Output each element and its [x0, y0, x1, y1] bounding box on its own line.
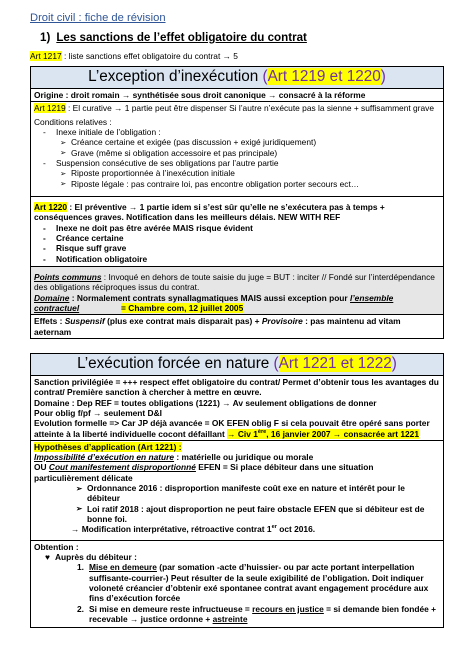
list-item: ➢ Loi ratif 2018 : ajout disproportion ne peut faire obstacle EFEN que si débiteur est de bonne foi.: [76, 504, 440, 525]
list-item: ➢ Riposte légale : pas contraire loi, pas encontre obligation porter secours ect…: [60, 179, 440, 189]
step-text: Si mise en demeure reste infructueuse =: [89, 603, 253, 614]
list-item: - Notification obligatoire: [43, 254, 440, 264]
step-text-2: = si demande bien fondée + recevable → justice ordonne +: [89, 603, 437, 625]
step-text: (par somation -acte d’huissier- ou par acte portant interpellation suffisante-courrier-) Peut résulter de la seule exigibilité de l’obligation. Doit indiquer voloneté créancier d’obtenir exé spontanee contrat avant engagement procédure aux fins d’exécution forcée: [89, 562, 429, 604]
aupres-line: [34, 552, 440, 562]
execution-table: [30, 353, 444, 628]
obtention-steps: [34, 562, 440, 624]
condition-item: [43, 158, 440, 168]
domaine-label: Domaine: [34, 292, 70, 303]
impossibilite-text: : matérielle ou juridique ou morale: [174, 452, 314, 463]
art1220-para: [34, 202, 440, 223]
conditions-list: [34, 127, 440, 137]
list-item: ➢ Ordonnance 2016 : disproportion manifeste coût exe en nature et intérêt pour le débiteur: [76, 483, 440, 504]
effets-provisoire: Provisoire: [261, 316, 303, 327]
points-communs-para: [34, 272, 440, 293]
aupres-text: Auprès du débiteur :: [54, 552, 137, 563]
step-number: 1.: [77, 562, 84, 573]
origine-cell: Origine : droit romain → synthétisée sous droit canonique → consacré à la réforme: [31, 89, 444, 102]
domaine-ref: = Chambre com, 12 juillet 2005: [121, 303, 244, 314]
effets-end: : pas maintenu ad vitam aeternam: [34, 316, 401, 337]
art1217-text: : liste sanctions effet obligatoire du contrat → 5: [61, 51, 238, 62]
step-number: 2.: [77, 603, 84, 614]
condition-item: [43, 127, 440, 137]
art1219-cell: [31, 102, 444, 197]
execution-body-cell: [31, 375, 444, 440]
civ-ref-end: , 16 janvier 2007 → consacrée art 1221: [266, 428, 419, 439]
effets-mid: (plus exe contrat mais disparait pas) +: [104, 316, 262, 327]
document-title: Droit civil : fiche de révision: [30, 12, 166, 24]
modification-end: oct 2016.: [276, 524, 316, 535]
art1217-ref: Art 1217: [30, 51, 62, 62]
domaine2-para: Domaine : Dep REF = toutes obligations (1221) → Av seulement obligations de donner: [34, 397, 377, 408]
civ-ref: → Civ 1: [227, 428, 258, 439]
cout-label: Cout manifestement disproportionné: [48, 462, 196, 473]
list-item: ➢ Créance certaine et exigée (pas discussion + exigé juridiquement): [60, 137, 440, 147]
exception-title: L’exception d’inexécution: [88, 68, 263, 86]
condition2-sublist: [34, 168, 440, 189]
execution-ref: Art 1221 et 1222: [278, 355, 392, 373]
points-communs-cell: [31, 267, 444, 315]
effets-label: Effets :: [34, 316, 65, 327]
effets-cell: [31, 315, 444, 339]
modification-text: → Modification interprétative, rétroactive contrat 1: [71, 524, 272, 535]
domaine-para: [34, 293, 440, 314]
list-item: - Risque suff grave: [43, 243, 440, 253]
hypotheses-title: [34, 442, 440, 452]
list-item: - Inexe ne doit pas être avérée MAIS risque évident: [43, 223, 440, 233]
conditions-label: Conditions relatives :: [34, 116, 112, 127]
points-communs-label: Points communs: [34, 272, 102, 283]
impossibilite-para: [34, 452, 440, 462]
domaine-text: : Normalement contrats synallagmatiques MAIS aussi exception pour: [69, 292, 351, 303]
condition1-sublist: [34, 137, 440, 158]
sanction-para: Sanction privilégiée = +++ respect effet obligatoire du contrat/ Permet d’obtenir tous les avantages du contrat/ Première sanction à chercher à mettre en œuvre.: [34, 376, 439, 398]
obtention-cell: [31, 540, 444, 628]
sanctions-table: [30, 66, 444, 339]
modification-para: [34, 524, 440, 534]
art1220-cell: [31, 197, 444, 267]
condition-text: Inexe initiale de l’obligation :: [56, 127, 161, 138]
execution-header: L’exécution forcée en nature (Art 1221 et 1222): [31, 354, 444, 376]
domaine-italic: l’ensemble contractuel: [34, 292, 394, 314]
domaine-gap: [79, 303, 121, 313]
step-recours: recours en justice: [252, 603, 324, 614]
modification-sup: er: [271, 524, 277, 531]
art1220-ref: Art 1220: [34, 202, 68, 213]
list-item: [77, 562, 440, 603]
art1219-para: [34, 103, 440, 113]
art1220-list: [34, 223, 440, 264]
list-item: ➢ Grave (même si obligation accessoire et pas principale): [60, 148, 440, 158]
condition-text: Suspension consécutive de ses obligations par l’autre partie: [56, 158, 279, 169]
hypotheses-sublist: [34, 483, 440, 524]
list-item: - Créance certaine: [43, 233, 440, 243]
art1219-text: : El curative → 1 partie peut être dispenser Si l’autre n’exécute pas la sienne + suffisamment grave: [65, 103, 434, 114]
list-item: ➢ Riposte proportionnée à l’inexécution initiale: [60, 168, 440, 178]
obtention-label: Obtention :: [34, 541, 79, 552]
exception-ref: Art 1219 et 1220: [267, 68, 381, 86]
art1220-text: : El préventive → 1 partie idem si s’est sûr qu’elle ne s’exécutera pas à temps + conséquences graves. Notification dans les meilleurs délais. NEW WITH REF: [34, 202, 385, 223]
heart-bullet-icon: ♥: [45, 552, 50, 563]
hypotheses-title-text: Hypothèses d’application (Art 1221) :: [34, 441, 182, 452]
step-astreinte: astreinte: [212, 614, 248, 625]
impossibilite-label: Impossibilité d’exécution en nature: [34, 452, 175, 463]
points-communs-text: : Invoqué en dehors de toute saisie du juge = BUT : inciter // Fondé sur l’interdépendance des obligations réciproques issus du contrat.: [34, 272, 435, 293]
section-title-text: Les sanctions de l’effet obligatoire du contrat: [56, 30, 307, 44]
section-number: 1): [40, 30, 51, 44]
art1219-ref: Art 1219: [34, 103, 66, 114]
oblig-para: Pour oblig f/pf → seulement D&I: [34, 407, 162, 418]
ou-prefix: OU: [34, 462, 49, 473]
step-title: Mise en demeure: [89, 562, 157, 573]
evolution-para: [34, 418, 440, 439]
section-heading: [40, 31, 444, 45]
hypotheses-cell: [31, 440, 444, 540]
exception-header: L’exception d’inexécution (Art 1219 et 1220): [31, 67, 444, 89]
execution-title: L’exécution forcée en nature: [77, 355, 274, 373]
list-item: [77, 604, 440, 625]
conditions-list-2: [34, 158, 440, 168]
cout-para: [34, 462, 440, 483]
art1217-line: [30, 51, 444, 61]
civ-sup: ère: [257, 428, 267, 435]
effets-suspensif: Suspensif: [64, 316, 105, 327]
evolution-text: Evolution formelle => Car JP déjà avancée = OK EFEN oblig F si cela pouvait être opéré sans porter atteinte à la liberté individuelle cocont défaillant: [34, 418, 430, 439]
cout-text: EFEN = Si place débiteur dans une situation particulièrement délicate: [34, 462, 374, 483]
